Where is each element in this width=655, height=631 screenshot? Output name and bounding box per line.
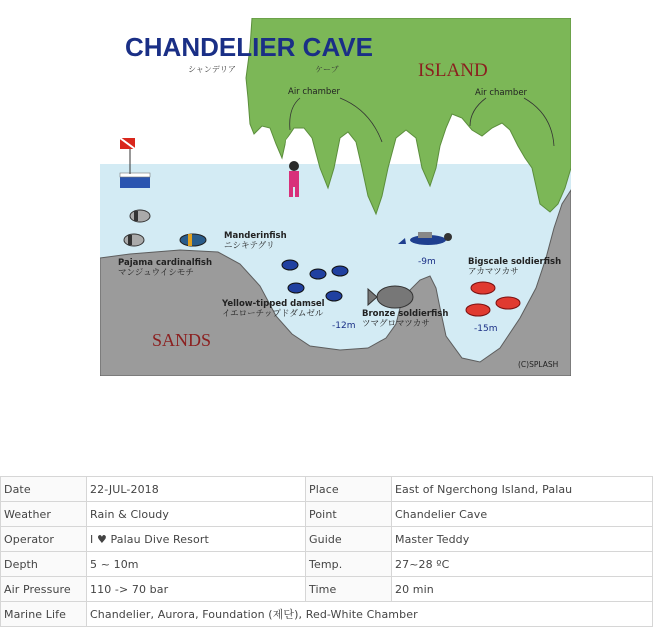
air-pressure-label: Air Pressure (1, 577, 87, 602)
table-row (1, 502, 653, 527)
table-row (1, 552, 653, 577)
weather-label: Weather (1, 502, 87, 527)
date-label: Date (1, 477, 87, 502)
svg-text:SANDS: SANDS (152, 330, 212, 350)
map-title: CHANDELIER CAVE (125, 32, 373, 62)
air-pressure-value: 110 -> 70 bar (87, 577, 306, 602)
cave-map-illustration (100, 18, 571, 376)
svg-text:-12m: -12m (332, 321, 356, 331)
svg-text:ケーブ: ケーブ (315, 65, 339, 74)
guide-label: Guide (306, 527, 392, 552)
operator-label: Operator (1, 527, 87, 552)
place-value: East of Ngerchong Island, Palau (392, 477, 653, 502)
temp-label: Temp. (306, 552, 392, 577)
table-row (1, 527, 653, 552)
svg-text:ニシキテグリ: ニシキテグリ (224, 241, 275, 251)
svg-text:Air chamber: Air chamber (475, 88, 528, 98)
time-value: 20 min (392, 577, 653, 602)
svg-text:Yellow-tipped damsel: Yellow-tipped damsel (222, 299, 325, 309)
point-label: Point (306, 502, 392, 527)
svg-text:Air chamber: Air chamber (288, 87, 341, 97)
depth-value: 5 ~ 10m (87, 552, 306, 577)
marine-life-label: Marine Life (1, 602, 87, 627)
date-value: 22-JUL-2018 (87, 477, 306, 502)
svg-text:Pajama cardinalfish: Pajama cardinalfish (118, 258, 213, 268)
svg-text:Manderinfish: Manderinfish (224, 231, 287, 241)
svg-text:ツマグロマツカサ: ツマグロマツカサ (362, 319, 430, 329)
operator-value: I ♥ Palau Dive Resort (87, 527, 306, 552)
point-value: Chandelier Cave (392, 502, 653, 527)
svg-text:Bigscale soldierfish: Bigscale soldierfish (468, 257, 562, 267)
table-row (1, 577, 653, 602)
place-label: Place (306, 477, 392, 502)
depth-label: Depth (1, 552, 87, 577)
manderinfish-icon (180, 234, 206, 246)
svg-text:アカマツカサ: アカマツカサ (468, 267, 519, 277)
island-label: ISLAND (418, 60, 488, 81)
table-row (1, 477, 653, 502)
svg-text:(C)SPLASH: (C)SPLASH (518, 360, 559, 369)
time-label: Time (306, 577, 392, 602)
weather-value: Rain & Cloudy (87, 502, 306, 527)
guide-value: Master Teddy (392, 527, 653, 552)
svg-text:-9m: -9m (418, 257, 436, 267)
table-row (1, 602, 653, 627)
svg-text:-15m: -15m (474, 324, 498, 334)
marine-life-value: Chandelier, Aurora, Foundation (제단), Red-White Chamber (87, 602, 653, 627)
dive-log-table (0, 476, 653, 627)
svg-text:イエローチップドダムゼル: イエローチップドダムゼル (222, 309, 324, 319)
svg-text:Bronze soldierfish: Bronze soldierfish (362, 309, 449, 319)
temp-value: 27~28 ºC (392, 552, 653, 577)
svg-text:マンジュウイシモチ: マンジュウイシモチ (118, 268, 194, 278)
svg-text:シャンデリア: シャンデリア (188, 65, 236, 74)
